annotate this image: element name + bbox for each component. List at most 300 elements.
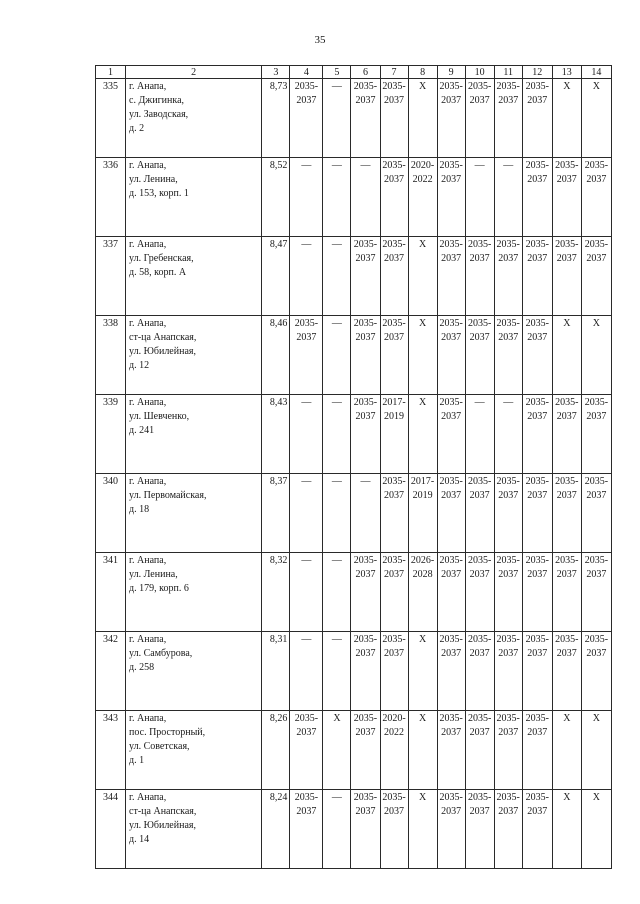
period-cell — [351, 237, 380, 316]
period-cell — [290, 790, 323, 869]
period-cell — [437, 237, 465, 316]
period-end: 2037 — [469, 332, 490, 343]
address-line: г. Анапа, — [129, 713, 167, 724]
period-cell — [465, 474, 494, 553]
address-line: д. 2 — [129, 123, 145, 134]
period-end: 2037 — [296, 332, 317, 343]
column-number-cell: 14 — [581, 66, 611, 79]
value-cell: 8,32 — [262, 553, 290, 632]
period-start: 2035- — [294, 81, 319, 92]
period-start: 2035- — [439, 634, 463, 645]
period-cell: — — [323, 632, 351, 711]
period-cell — [581, 158, 611, 237]
period-cell — [465, 790, 494, 869]
column-number-cell: 4 — [290, 66, 323, 79]
table-row — [96, 790, 612, 869]
period-start: 2035- — [439, 81, 463, 92]
address-line: г. Анапа, — [129, 397, 167, 408]
period-cell — [437, 79, 465, 158]
period-end: 2037 — [586, 569, 607, 580]
period-start: 2017- — [410, 476, 435, 487]
period-cell: — — [323, 316, 351, 395]
period-cell — [465, 553, 494, 632]
period-cell — [290, 711, 323, 790]
period-cell — [465, 79, 494, 158]
period-cell — [437, 553, 465, 632]
row-number: 340 — [96, 474, 126, 553]
address-line: д. 179, корп. 6 — [129, 583, 189, 594]
period-cell — [290, 79, 323, 158]
period-end: 2037 — [527, 253, 548, 264]
period-start: 2035- — [439, 397, 463, 408]
period-cell — [380, 316, 408, 395]
period-cell: X — [408, 711, 437, 790]
address-cell — [126, 316, 262, 395]
period-start: 2035- — [382, 792, 406, 803]
row-number: 343 — [96, 711, 126, 790]
period-cell — [494, 711, 522, 790]
period-start: 2035- — [584, 555, 609, 566]
period-start: 2035- — [467, 318, 492, 329]
period-cell — [581, 395, 611, 474]
period-cell: X — [552, 316, 581, 395]
period-end: 2037 — [527, 648, 548, 659]
period-cell: X — [408, 79, 437, 158]
period-cell: X — [408, 632, 437, 711]
period-cell — [494, 79, 522, 158]
period-cell — [581, 474, 611, 553]
period-end: 2022 — [412, 174, 433, 185]
period-start: 2035- — [555, 160, 579, 171]
period-start: 2035- — [525, 81, 549, 92]
period-cell — [351, 79, 380, 158]
period-cell — [408, 158, 437, 237]
period-end: 2037 — [384, 253, 405, 264]
period-cell: X — [581, 790, 611, 869]
period-cell — [465, 316, 494, 395]
table-row — [96, 553, 612, 632]
address-line: д. 241 — [129, 425, 155, 436]
period-start: 2035- — [496, 713, 520, 724]
address-line: ул. Юбилейная, — [129, 820, 196, 831]
period-cell: X — [581, 711, 611, 790]
period-start: 2020- — [410, 160, 435, 171]
period-start: 2035- — [382, 318, 406, 329]
row-number: 341 — [96, 553, 126, 632]
table-row — [96, 632, 612, 711]
period-cell — [437, 474, 465, 553]
period-cell: X — [552, 79, 581, 158]
address-line: ул. Юбилейная, — [129, 346, 196, 357]
period-end: 2037 — [556, 411, 577, 422]
address-cell — [126, 553, 262, 632]
table-row — [96, 79, 612, 158]
period-cell: X — [581, 316, 611, 395]
period-start: 2035- — [467, 555, 492, 566]
period-end: 2037 — [469, 727, 490, 738]
period-cell — [465, 711, 494, 790]
period-end: 2037 — [498, 806, 519, 817]
period-end: 2037 — [355, 648, 376, 659]
period-end: 2028 — [412, 569, 433, 580]
address-line: г. Анапа, — [129, 318, 167, 329]
column-number-cell: 8 — [408, 66, 437, 79]
period-start: 2035- — [353, 397, 378, 408]
column-number-header — [96, 66, 612, 79]
address-line: д. 1 — [129, 755, 145, 766]
period-end: 2037 — [498, 648, 519, 659]
address-line: г. Анапа, — [129, 476, 167, 487]
period-cell — [380, 79, 408, 158]
period-start: 2035- — [555, 476, 579, 487]
column-number-cell: 10 — [465, 66, 494, 79]
period-end: 2037 — [527, 806, 548, 817]
period-start: 2035- — [555, 397, 579, 408]
period-cell — [380, 395, 408, 474]
address-line: г. Анапа, — [129, 239, 167, 250]
table-row — [96, 158, 612, 237]
period-cell — [380, 474, 408, 553]
period-cell — [380, 632, 408, 711]
value-cell: 8,43 — [262, 395, 290, 474]
register-table — [95, 65, 612, 869]
period-cell — [552, 553, 581, 632]
period-end: 2037 — [586, 253, 607, 264]
address-cell — [126, 237, 262, 316]
period-start: 2035- — [353, 713, 378, 724]
column-number-cell: 5 — [323, 66, 351, 79]
period-end: 2037 — [296, 727, 317, 738]
row-number: 344 — [96, 790, 126, 869]
column-number-cell: 3 — [262, 66, 290, 79]
period-end: 2037 — [296, 806, 317, 817]
period-start: 2020- — [382, 713, 406, 724]
address-line: ул. Заводская, — [129, 109, 189, 120]
period-cell — [465, 632, 494, 711]
period-end: 2037 — [498, 95, 519, 106]
period-cell — [552, 395, 581, 474]
period-cell — [380, 158, 408, 237]
period-end: 2037 — [498, 490, 519, 501]
period-end: 2037 — [498, 727, 519, 738]
table-row — [96, 711, 612, 790]
period-cell: X — [408, 395, 437, 474]
period-start: 2035- — [353, 81, 378, 92]
period-end: 2037 — [384, 569, 405, 580]
period-end: 2037 — [469, 253, 490, 264]
column-number-cell: 12 — [522, 66, 552, 79]
address-line: ул. Ленина, — [129, 569, 178, 580]
period-cell — [552, 158, 581, 237]
period-cell — [522, 158, 552, 237]
period-cell — [408, 474, 437, 553]
period-cell: — — [323, 158, 351, 237]
period-end: 2037 — [586, 411, 607, 422]
address-line: г. Анапа, — [129, 792, 167, 803]
period-cell — [522, 316, 552, 395]
column-number-cell: 13 — [552, 66, 581, 79]
address-line: ул. Самбурова, — [129, 648, 193, 659]
address-line: ул. Гребенская, — [129, 253, 194, 264]
column-number-cell: 6 — [351, 66, 380, 79]
period-start: 2035- — [294, 318, 319, 329]
address-cell — [126, 711, 262, 790]
period-end: 2037 — [586, 648, 607, 659]
address-line: д. 153, корп. 1 — [129, 188, 189, 199]
period-cell: — — [290, 158, 323, 237]
period-cell — [494, 790, 522, 869]
column-number-cell: 7 — [380, 66, 408, 79]
period-cell — [437, 790, 465, 869]
period-start: 2026- — [410, 555, 435, 566]
period-cell: — — [323, 395, 351, 474]
address-line: ст-ца Анапская, — [129, 806, 197, 817]
period-cell: — — [465, 158, 494, 237]
address-line: д. 14 — [129, 834, 150, 845]
period-start: 2035- — [467, 713, 492, 724]
address-cell — [126, 474, 262, 553]
table-body — [96, 66, 612, 869]
period-cell — [437, 158, 465, 237]
period-cell — [522, 790, 552, 869]
period-cell: X — [552, 790, 581, 869]
address-cell — [126, 395, 262, 474]
period-end: 2037 — [441, 174, 462, 185]
period-cell — [494, 474, 522, 553]
row-number: 342 — [96, 632, 126, 711]
row-number: 337 — [96, 237, 126, 316]
period-cell: — — [290, 237, 323, 316]
period-start: 2035- — [525, 634, 549, 645]
period-cell — [522, 237, 552, 316]
period-start: 2035- — [353, 239, 378, 250]
period-cell — [351, 553, 380, 632]
period-end: 2022 — [384, 727, 405, 738]
period-end: 2037 — [527, 411, 548, 422]
row-number: 338 — [96, 316, 126, 395]
period-cell: — — [323, 790, 351, 869]
column-number-cell: 9 — [437, 66, 465, 79]
period-cell: X — [408, 237, 437, 316]
period-start: 2035- — [294, 713, 319, 724]
period-start: 2035- — [353, 792, 378, 803]
period-cell: — — [494, 158, 522, 237]
period-cell — [351, 711, 380, 790]
period-end: 2037 — [441, 727, 462, 738]
period-cell: — — [351, 474, 380, 553]
address-line: г. Анапа, — [129, 634, 167, 645]
period-cell: X — [408, 790, 437, 869]
period-cell: — — [323, 553, 351, 632]
period-cell: — — [323, 79, 351, 158]
period-start: 2035- — [496, 555, 520, 566]
period-end: 2037 — [441, 253, 462, 264]
period-start: 2035- — [496, 476, 520, 487]
period-start: 2035- — [555, 555, 579, 566]
period-start: 2035- — [353, 634, 378, 645]
address-cell — [126, 158, 262, 237]
period-end: 2037 — [586, 490, 607, 501]
period-start: 2035- — [525, 792, 549, 803]
period-start: 2035- — [525, 239, 549, 250]
period-start: 2035- — [439, 318, 463, 329]
value-cell: 8,73 — [262, 79, 290, 158]
address-line: д. 18 — [129, 504, 150, 515]
address-line: г. Анапа, — [129, 555, 167, 566]
period-start: 2035- — [382, 476, 406, 487]
period-end: 2037 — [384, 174, 405, 185]
column-number-cell: 11 — [494, 66, 522, 79]
period-cell: — — [494, 395, 522, 474]
period-cell — [437, 395, 465, 474]
address-cell — [126, 632, 262, 711]
period-end: 2037 — [556, 174, 577, 185]
address-line: д. 58, корп. А — [129, 267, 187, 278]
address-line: д. 12 — [129, 360, 150, 371]
period-cell: — — [290, 395, 323, 474]
period-cell — [437, 711, 465, 790]
address-line: с. Джигинка, — [129, 95, 185, 106]
period-start: 2035- — [496, 792, 520, 803]
period-start: 2035- — [584, 397, 609, 408]
period-start: 2035- — [439, 160, 463, 171]
period-start: 2035- — [496, 81, 520, 92]
value-cell: 8,31 — [262, 632, 290, 711]
period-cell: — — [465, 395, 494, 474]
period-cell — [522, 79, 552, 158]
period-start: 2035- — [467, 476, 492, 487]
period-cell — [465, 237, 494, 316]
period-start: 2035- — [382, 81, 406, 92]
column-number-cell: 1 — [96, 66, 126, 79]
period-start: 2035- — [439, 239, 463, 250]
period-cell: X — [323, 711, 351, 790]
address-line: ул. Ленина, — [129, 174, 178, 185]
period-start: 2017- — [382, 397, 406, 408]
period-start: 2035- — [382, 555, 406, 566]
period-end: 2037 — [527, 569, 548, 580]
period-start: 2035- — [467, 81, 492, 92]
period-end: 2037 — [527, 490, 548, 501]
period-end: 2037 — [355, 332, 376, 343]
address-line: ст-ца Анапская, — [129, 332, 197, 343]
period-start: 2035- — [584, 239, 609, 250]
value-cell: 8,26 — [262, 711, 290, 790]
period-end: 2037 — [384, 648, 405, 659]
period-end: 2037 — [441, 411, 462, 422]
period-cell — [522, 711, 552, 790]
address-line: г. Анапа, — [129, 160, 167, 171]
value-cell: 8,47 — [262, 237, 290, 316]
period-cell — [351, 790, 380, 869]
period-cell — [351, 395, 380, 474]
period-cell — [581, 632, 611, 711]
period-end: 2037 — [441, 806, 462, 817]
period-cell — [522, 474, 552, 553]
period-start: 2035- — [467, 634, 492, 645]
value-cell: 8,52 — [262, 158, 290, 237]
period-start: 2035- — [584, 160, 609, 171]
value-cell: 8,37 — [262, 474, 290, 553]
period-cell — [351, 632, 380, 711]
period-cell — [351, 316, 380, 395]
period-cell: — — [323, 237, 351, 316]
address-line: д. 258 — [129, 662, 155, 673]
address-cell — [126, 790, 262, 869]
period-cell — [494, 316, 522, 395]
period-end: 2037 — [384, 332, 405, 343]
period-end: 2037 — [469, 490, 490, 501]
period-start: 2035- — [555, 239, 579, 250]
period-cell — [437, 632, 465, 711]
period-end: 2037 — [384, 806, 405, 817]
period-end: 2037 — [355, 727, 376, 738]
period-end: 2037 — [355, 253, 376, 264]
period-end: 2037 — [527, 174, 548, 185]
period-start: 2035- — [525, 397, 549, 408]
period-end: 2037 — [384, 490, 405, 501]
value-cell: 8,46 — [262, 316, 290, 395]
period-cell — [380, 237, 408, 316]
period-end: 2037 — [556, 253, 577, 264]
period-cell: — — [351, 158, 380, 237]
period-end: 2037 — [556, 648, 577, 659]
table-row — [96, 237, 612, 316]
address-cell — [126, 79, 262, 158]
period-end: 2037 — [296, 95, 317, 106]
period-cell: X — [408, 316, 437, 395]
period-cell — [552, 632, 581, 711]
period-start: 2035- — [584, 634, 609, 645]
period-start: 2035- — [353, 318, 378, 329]
period-start: 2035- — [353, 555, 378, 566]
period-start: 2035- — [496, 239, 520, 250]
period-cell — [552, 237, 581, 316]
period-start: 2035- — [467, 792, 492, 803]
period-cell — [290, 316, 323, 395]
table-row — [96, 474, 612, 553]
row-number: 336 — [96, 158, 126, 237]
address-line: ул. Шевченко, — [129, 411, 190, 422]
table-row — [96, 316, 612, 395]
period-cell — [437, 316, 465, 395]
period-end: 2037 — [469, 569, 490, 580]
period-cell: X — [581, 79, 611, 158]
period-cell — [522, 395, 552, 474]
period-start: 2035- — [382, 634, 406, 645]
address-line: пос. Просторный, — [129, 727, 206, 738]
address-line: г. Анапа, — [129, 81, 167, 92]
row-number: 339 — [96, 395, 126, 474]
period-end: 2037 — [355, 806, 376, 817]
period-cell: — — [290, 474, 323, 553]
period-end: 2037 — [355, 95, 376, 106]
address-line: ул. Советская, — [129, 741, 190, 752]
period-cell — [380, 790, 408, 869]
period-end: 2037 — [527, 95, 548, 106]
column-number-cell: 2 — [126, 66, 262, 79]
table-row — [96, 395, 612, 474]
period-end: 2037 — [498, 332, 519, 343]
period-start: 2035- — [467, 239, 492, 250]
period-end: 2037 — [441, 95, 462, 106]
period-end: 2037 — [527, 727, 548, 738]
period-end: 2037 — [556, 569, 577, 580]
period-start: 2035- — [294, 792, 319, 803]
period-start: 2035- — [496, 634, 520, 645]
period-end: 2037 — [469, 95, 490, 106]
period-cell — [552, 474, 581, 553]
